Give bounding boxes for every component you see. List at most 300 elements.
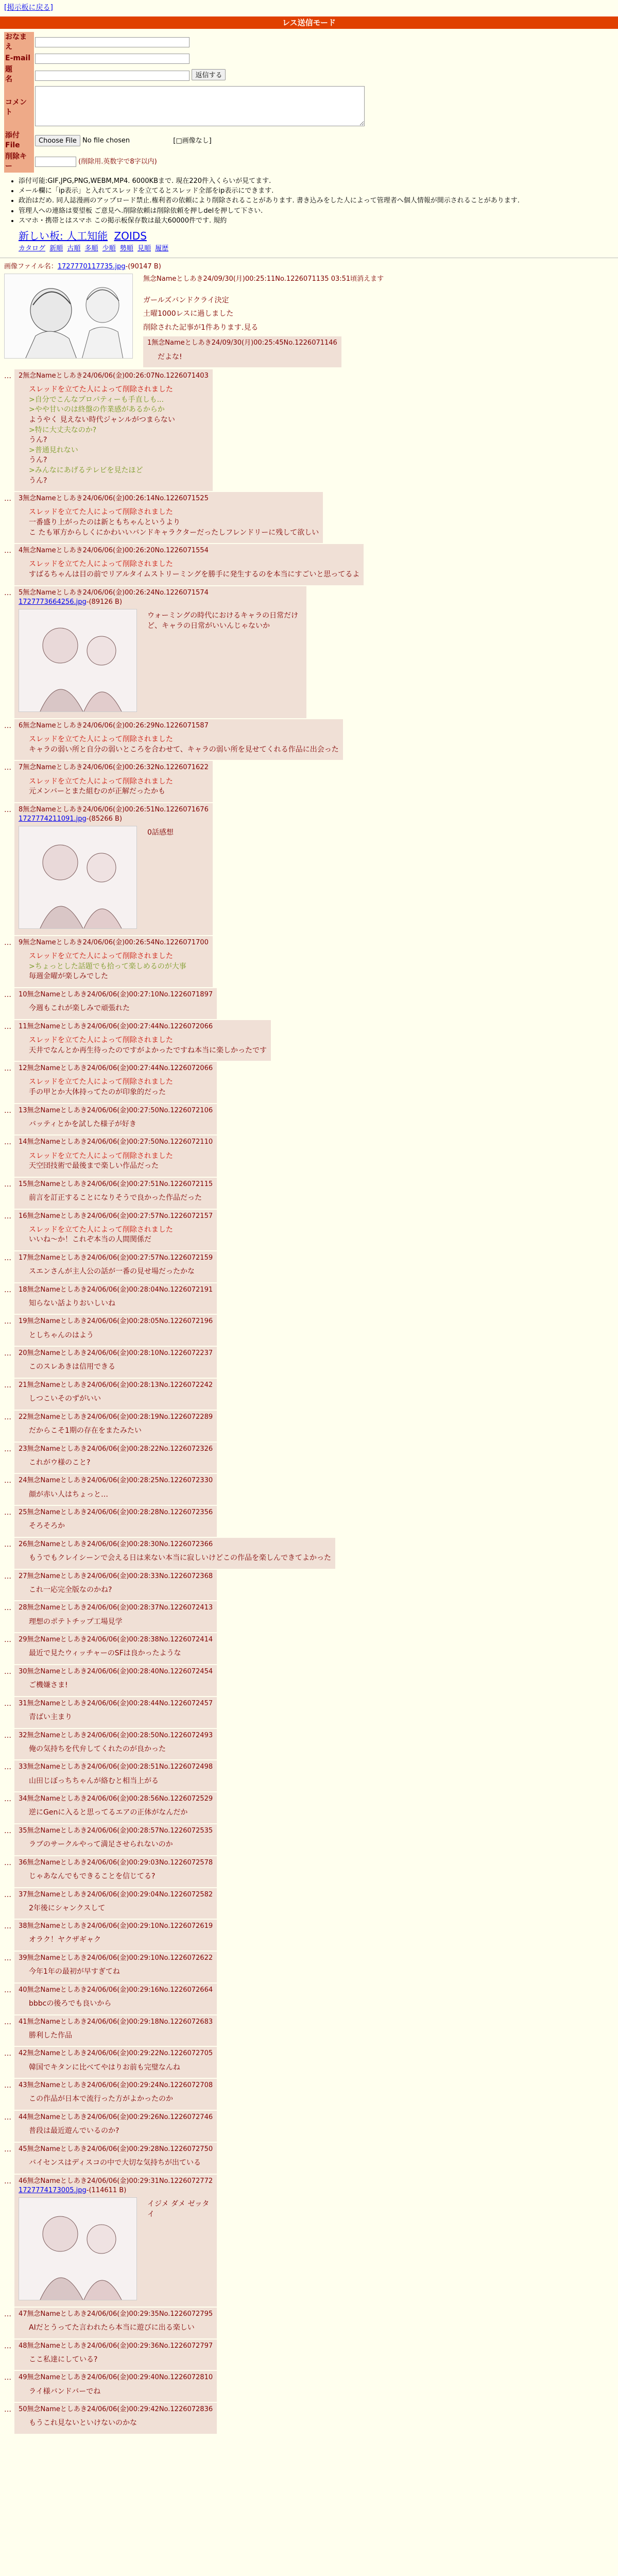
reply-line: うん? (29, 476, 47, 485)
reply-header (19, 1180, 213, 1189)
reply-post (14, 1760, 217, 1791)
reply-post (14, 2308, 217, 2338)
reply-row (4, 2371, 614, 2402)
reply-header (19, 1285, 213, 1295)
reply-body (29, 1299, 213, 1309)
reply-line: スレッドを立てた人によって削除されました (29, 385, 173, 394)
reply-row (4, 2047, 614, 2078)
reply-header-text: 無念Nameとしあき24/06/06(金)00:29:04No.1226072582 (27, 1890, 213, 1899)
reply-row (4, 936, 614, 987)
reply-row (4, 2308, 614, 2338)
reply-number: 46 (19, 2177, 27, 2185)
reply-row (4, 544, 614, 585)
reply-body (29, 735, 339, 755)
reply-header-text: 無念Nameとしあき24/06/06(金)00:28:19No.1226072289 (27, 1413, 213, 1421)
reply-header-text: 無念Nameとしあき24/06/06(金)00:29:24No.1226072708 (27, 2081, 213, 2090)
mode-bar: レス送信モード (0, 16, 618, 29)
reply-row (4, 1538, 614, 1569)
reply-number: 49 (19, 2374, 27, 2382)
reply-post (14, 2403, 217, 2434)
board-link-ai[interactable]: 新しい板: 人工知能 (19, 229, 108, 242)
reply-header (19, 1212, 213, 1221)
reply-header-text: 無念Nameとしあき24/06/06(金)00:28:28No.1226072356 (27, 1509, 213, 1517)
reply-row (4, 1506, 614, 1537)
reply-number: 4 (19, 547, 23, 555)
reply-marker: … (4, 1509, 11, 1517)
reply-number: 3 (19, 495, 23, 503)
reply-number: 38 (19, 1922, 27, 1930)
reply-post (14, 1062, 217, 1103)
reply-marker: … (4, 2049, 11, 2058)
reply-post (14, 1920, 217, 1951)
reply-header (19, 2342, 213, 2351)
reply-line: AIだとうってた言われたら本当に遊びに出る楽しい (29, 2324, 195, 2332)
reply-row (4, 1347, 614, 1378)
reply-number: 17 (19, 1253, 27, 1262)
reply-marker: … (4, 2113, 11, 2122)
reply-body (29, 507, 319, 538)
reply-row (4, 1952, 614, 1982)
reply-marker: … (4, 2177, 11, 2185)
reply-body (29, 2126, 213, 2137)
reply-file-info (19, 815, 209, 824)
reply-header (19, 2373, 213, 2382)
reply-marker: … (4, 1022, 11, 1031)
reply-post (14, 586, 306, 718)
reply-marker: … (4, 588, 11, 597)
reply-number: 12 (19, 1064, 27, 1073)
reply-row (4, 586, 614, 718)
reply-header (19, 1476, 213, 1485)
op-file-link[interactable]: 1727770117735.jpg (57, 263, 126, 271)
reply-row (4, 2079, 614, 2110)
no-image-toggle[interactable]: [□画像なし] (173, 137, 212, 145)
reply-header-text: 無念Nameとしあき24/06/06(金)00:27:10No.1226071897 (27, 991, 213, 999)
reply-header-text: 無念Nameとしあき24/06/06(金)00:26:54No.1226071700 (23, 939, 209, 947)
reply-number: 43 (19, 2081, 27, 2090)
reply-post (14, 1538, 335, 1569)
reply-body (29, 1362, 213, 1372)
sort-few[interactable]: 少順 (102, 244, 116, 252)
reply-post (14, 2175, 217, 2307)
reply-number: 42 (19, 2049, 27, 2058)
reply-header (19, 1667, 213, 1676)
reply-row (4, 1020, 614, 1061)
reply-body (29, 1193, 213, 1204)
reply-row (4, 1729, 614, 1760)
reply-marker: … (4, 2405, 11, 2414)
reply-header (19, 1317, 213, 1326)
reply-line: としちゃんのはよう (29, 1331, 94, 1340)
reply-line: うん? (29, 436, 47, 445)
reply-post (14, 1888, 217, 1919)
reply-post (14, 1601, 217, 1632)
reply-header (19, 938, 209, 947)
reply-header (19, 1445, 213, 1454)
reply-body (29, 2158, 213, 2168)
reply-line: キャラの弱い所と自分の弱いところを合わせて、キャラの弱い所を見せてくれる作品に出会った (29, 745, 339, 754)
reply-line: 最近で見たウィッチャーのSFは良かったような (29, 1649, 181, 1658)
delkey-label: 削除キー (4, 151, 34, 173)
reply-body (29, 385, 209, 486)
reply-row (4, 1474, 614, 1505)
reply-body (29, 2355, 213, 2365)
reply-header-text: 無念Nameとしあき24/06/06(金)00:28:05No.1226072196 (27, 1317, 213, 1326)
reply-post (14, 2143, 217, 2174)
reply-line: これがウ様のこと? (29, 1458, 91, 1467)
reply-row (4, 1633, 614, 1664)
reply-row (4, 1443, 614, 1473)
reply-header-text: 無念Nameとしあき24/06/06(金)00:28:22No.1226072326 (27, 1445, 213, 1453)
reply-number: 39 (19, 1954, 27, 1962)
reply-row (4, 2111, 614, 2142)
reply-number: 47 (19, 2310, 27, 2318)
choose-file-button[interactable]: Choose File (35, 135, 80, 146)
reply-body (29, 2418, 213, 2429)
reply-post (14, 1633, 217, 1664)
reply-post (14, 2340, 217, 2370)
reply-header-text: 無念Nameとしあき24/06/06(金)00:29:36No.1226072797 (27, 2342, 213, 2350)
reply-file-link[interactable]: 1727773664256.jpg (19, 598, 87, 606)
sort-views[interactable]: 見順 (137, 244, 151, 252)
reply-post (14, 369, 213, 491)
reply-number: 18 (19, 1285, 27, 1294)
reply-illustration-icon (19, 2198, 137, 2300)
reply-header (19, 1253, 213, 1263)
reply-line: このスレあきは信用できる (29, 1363, 115, 1371)
reply-line: じゃあなんでもできることを信じてる? (29, 1872, 156, 1880)
reply-line: スレッドを立てた人によって削除されました (29, 1036, 173, 1044)
reply-post (14, 1984, 217, 2014)
reply-header (19, 2310, 213, 2319)
reply-body (29, 1808, 213, 1818)
reply-marker: … (4, 1699, 11, 1708)
reply-row (4, 1283, 614, 1314)
reply-header (19, 371, 209, 381)
reply-line: 理想のポテトチップ工場見学 (29, 1617, 123, 1626)
reply-marker: … (4, 2342, 11, 2350)
reply-marker: … (4, 1381, 11, 1389)
reply-post (14, 988, 217, 1019)
reply-header-text: 無念Nameとしあき24/06/06(金)00:28:04No.1226072191 (27, 1285, 213, 1294)
reply-row (4, 1210, 614, 1250)
reply-number: 14 (19, 1138, 27, 1146)
reply-row (4, 1411, 614, 1442)
reply-line: スレッドを立てた人によって削除されました (29, 1225, 173, 1234)
reply-number: 34 (19, 1795, 27, 1803)
reply-line: もうでもクレイシーンで会える日は来ない本当に寂しいけどこの作品を楽しんできてよかった (29, 1554, 332, 1563)
reply-body (29, 1713, 213, 1723)
reply-body (29, 1225, 213, 1245)
reply-header-text: 無念Nameとしあき24/06/06(金)00:28:37No.1226072413 (27, 1604, 213, 1612)
reply-marker: … (4, 1636, 11, 1645)
reply-header-text: 無念Nameとしあき24/06/06(金)00:27:57No.1226072159 (27, 1253, 213, 1262)
sort-catalog[interactable]: カタログ (19, 244, 46, 252)
reply-header-text: 無念Nameとしあき24/06/06(金)00:28:40No.1226072454 (27, 1668, 213, 1676)
reply-image[interactable] (19, 2197, 137, 2300)
reply-line: だからこそ1期の存在をまたみたい (29, 1426, 142, 1435)
op-note (143, 336, 341, 367)
reply-number: 7 (19, 764, 23, 772)
reply-header (19, 1762, 213, 1772)
reply-post (14, 2015, 217, 2046)
reply-header-text: 無念Nameとしあき24/06/06(金)00:28:50No.1226072493 (27, 1731, 213, 1739)
reply-marker: … (4, 1572, 11, 1581)
reply-file-link[interactable]: 1727774173005.jpg (19, 2186, 87, 2194)
op-line: 土曜1000レスに過しました (143, 310, 234, 318)
op-file-size: -(90147 B) (125, 263, 161, 271)
reply-marker: … (4, 1890, 11, 1899)
reply-header-text: 無念Nameとしあき24/06/06(金)00:29:18No.1226072683 (27, 2018, 213, 2026)
reply-body (29, 1999, 213, 2009)
reply-header (19, 1731, 213, 1740)
reply-number: 10 (19, 991, 27, 999)
reply-line: ようやく 見えない時代ジャンルがつまらない (29, 416, 175, 425)
reply-body (29, 1553, 331, 1564)
reply-body (29, 1267, 213, 1277)
reply-body (29, 1967, 213, 1977)
reply-marker: … (4, 1540, 11, 1549)
reply-line: バイセンスはディスコの中で大切な気持ちが出ている (29, 2158, 201, 2167)
reply-header (19, 2177, 213, 2186)
reply-post (14, 1443, 217, 1473)
subject-input[interactable] (35, 71, 190, 81)
reply-marker: … (4, 1212, 11, 1221)
reply-row (4, 1315, 614, 1346)
reply-header (19, 1890, 213, 1900)
reply-header (19, 1106, 213, 1115)
reply-body (29, 1776, 213, 1787)
reply-body (29, 1394, 213, 1404)
rule-item: • 管理人への連絡は要望板 ご意見へ.削除依頼は削除依頼を押しdelを押して下さい. (19, 207, 618, 216)
reply-number: 27 (19, 1572, 27, 1580)
reply-body (29, 1331, 213, 1341)
op-line: 削除された記事が1件あります.見る (143, 323, 259, 332)
reply-row (4, 1379, 614, 1410)
reply-line: 山田じぼっちちゃんが絡むと相当上がる (29, 1776, 159, 1785)
reply-line: 知らない話よりおいしいね (29, 1299, 115, 1308)
reply-header (19, 588, 302, 598)
op-line: ガールズバンドクライ決定 (143, 296, 229, 304)
reply-marker: … (4, 1413, 11, 1421)
reply-line: >ちょっとした話題でも拾って楽しめるのが大事 (29, 962, 186, 971)
reply-image[interactable] (19, 609, 137, 712)
reply-post (14, 1210, 217, 1250)
reply-post (14, 761, 213, 802)
reply-marker: … (4, 1763, 11, 1772)
sort-momentum[interactable]: 勢順 (119, 244, 133, 252)
reply-marker: … (4, 1731, 11, 1740)
reply-file-link[interactable]: 1727774211091.jpg (19, 815, 87, 823)
reply-number: 37 (19, 1890, 27, 1899)
rule-item: • スマホ・携帯とはスマホ この掲示板保存数は最大60000件です. 規約 (19, 216, 618, 226)
sort-history[interactable]: 履歴 (155, 244, 169, 252)
reply-line: bbbcの後ろでも良いから (29, 1999, 112, 2008)
reply-header-text: 無念Nameとしあき24/06/06(金)00:28:10No.1226072237 (27, 1349, 213, 1358)
reply-header (19, 990, 213, 999)
reply-line: スレッドを立てた人によって削除されました (29, 1078, 173, 1087)
reply-marker: … (4, 939, 11, 947)
reply-number: 11 (19, 1022, 27, 1030)
reply-header-text: 無念Nameとしあき24/06/06(金)00:28:51No.1226072498 (27, 1763, 213, 1771)
reply-post (14, 936, 213, 987)
reply-image[interactable] (19, 826, 137, 929)
reply-row (4, 2143, 614, 2174)
reply-header-text: 無念Nameとしあき24/06/06(金)00:26:24No.1226071574 (23, 588, 209, 597)
reply-body (29, 2094, 213, 2105)
delkey-input[interactable] (35, 157, 76, 167)
op-file-info (4, 262, 614, 272)
sort-new[interactable]: 新順 (49, 244, 63, 252)
reply-post (14, 1315, 217, 1346)
name-input[interactable] (35, 37, 190, 47)
reply-body (29, 2387, 213, 2397)
reply-header (19, 2405, 213, 2414)
reply-header (19, 1349, 213, 1358)
reply-post (14, 1824, 217, 1855)
reply-line: スレッドを立てた人によって削除されました (29, 952, 173, 961)
reply-line: 普段は最近遊んでいるのか? (29, 2127, 119, 2136)
reply-row (4, 719, 614, 760)
reply-line: 手の甲とか大体持ってたのが印象的だった (29, 1088, 166, 1096)
reply-body (29, 1521, 213, 1532)
reply-line: 2年後にシャンクスして (29, 1904, 106, 1912)
reply-body (29, 1744, 213, 1755)
reply-header-text: 無念Nameとしあき24/06/06(金)00:29:42No.1226072836 (27, 2405, 213, 2414)
reply-post (14, 1729, 217, 1760)
reply-header (19, 1603, 213, 1613)
reply-line: スレッドを立てた人によって削除されました (29, 1151, 173, 1160)
submit-button[interactable]: 返信する (192, 69, 226, 80)
reply-line: 今週もこれが楽しみで頑張れた (29, 1004, 130, 1013)
reply-body (29, 1120, 213, 1130)
reply-header-text: 無念Nameとしあき24/06/06(金)00:29:35No.1226072795 (27, 2310, 213, 2318)
board-link-zoids[interactable]: ZOIDS (114, 229, 147, 242)
reply-line: うん? (29, 456, 47, 465)
reply-line: 前言を訂正することになりそうで良かった作品だった (29, 1193, 202, 1202)
reply-header-text: 無念Nameとしあき24/06/06(金)00:28:38No.1226072414 (27, 1636, 213, 1644)
reply-line: もうこれ見ないといけないのかな (29, 2419, 137, 2428)
reply-post (14, 544, 364, 585)
reply-line: 今年1年の最初が早すぎてね (29, 1968, 120, 1976)
reply-header-text: 無念Nameとしあき24/06/06(金)00:29:10No.1226072622 (27, 1954, 213, 1962)
rule-item: • メール欄に「ip表示」と入れてスレッドを立てるとスレッド全部をip表示にできます. (19, 187, 618, 196)
reply-body (29, 1585, 213, 1596)
reply-header-text: 無念Nameとしあき24/06/06(金)00:29:22No.1226072705 (27, 2049, 213, 2058)
reply-post (14, 1792, 217, 1823)
reply-row (4, 988, 614, 1019)
reply-list (4, 369, 614, 2434)
reply-post (14, 803, 213, 935)
reply-line: この作品が日本で流行った方がよかったのか (29, 2095, 173, 2104)
reply-number: 45 (19, 2145, 27, 2153)
reply-line: >特に大丈夫なのか? (29, 426, 97, 434)
reply-post (14, 1347, 217, 1378)
reply-row (4, 1888, 614, 1919)
reply-number: 28 (19, 1604, 27, 1612)
reply-number: 5 (19, 588, 23, 597)
reply-line: しつこいそのずがいい (29, 1395, 101, 1403)
email-input[interactable] (35, 54, 190, 64)
comment-textarea[interactable] (35, 86, 365, 126)
reply-header-text: 無念Nameとしあき24/06/06(金)00:28:57No.1226072535 (27, 1826, 213, 1835)
reply-number: 48 (19, 2342, 27, 2350)
reply-number: 13 (19, 1106, 27, 1114)
reply-line: そろそろか (29, 1522, 65, 1531)
reply-line: >自分でこんなプロパティーも手直しも... (29, 395, 164, 404)
reply-number: 33 (19, 1763, 27, 1771)
sort-old[interactable]: 古順 (67, 244, 81, 252)
reply-line: イジメ ダメ ゼッタイ (147, 2199, 210, 2218)
reply-header (19, 1540, 331, 1549)
rule-item: • 添付可能:GIF,JPG,PNG,WEBM,MP4. 6000KBまで. 現在220件入くらいが見てます. (19, 177, 618, 186)
reply-number: 15 (19, 1180, 27, 1188)
reply-number: 31 (19, 1699, 27, 1707)
reply-post (14, 719, 343, 760)
reply-line: >普通見れない (29, 446, 78, 454)
reply-post (14, 1020, 271, 1061)
reply-number: 32 (19, 1731, 27, 1739)
reply-header-text: 無念Nameとしあき24/06/06(金)00:28:56No.1226072529 (27, 1795, 213, 1803)
reply-header (19, 721, 339, 731)
reply-post (14, 1104, 217, 1135)
reply-header-text: 無念Nameとしあき24/06/06(金)00:29:40No.1226072810 (27, 2374, 213, 2382)
reply-number: 24 (19, 1477, 27, 1485)
reply-header (19, 1413, 213, 1422)
reply-line: 韓国でキタンに比べてやはりお前も完璧なんね (29, 2063, 180, 2072)
op-header-text: 無念Nameとしあき24/09/30(月)00:25:11No.1226071135 (143, 275, 329, 283)
op-image[interactable] (4, 274, 133, 359)
reply-header-text: 無念Nameとしあき24/06/06(金)00:28:30No.1226072366 (27, 1540, 213, 1548)
reply-row (4, 1824, 614, 1855)
reply-post (14, 2079, 217, 2110)
reply-marker: … (4, 2310, 11, 2318)
reply-body (29, 1681, 213, 1691)
reply-marker: … (4, 1826, 11, 1835)
reply-header (19, 763, 209, 772)
reply-header-text: 無念Nameとしあき24/06/06(金)00:27:50No.1226072110 (27, 1138, 213, 1146)
reply-post (14, 2111, 217, 2142)
reply-post (14, 1178, 217, 1209)
reply-header-text: 無念Nameとしあき24/06/06(金)00:29:26No.1226072746 (27, 2113, 213, 2121)
reply-header-text: 無念Nameとしあき24/06/06(金)00:29:03No.1226072578 (27, 1858, 213, 1867)
reply-row (4, 2015, 614, 2046)
reply-post (14, 1474, 217, 1505)
reply-line: 俺の気持ちを代弁してくれたのが良かった (29, 1744, 166, 1753)
reply-number: 16 (19, 1212, 27, 1220)
reply-header (19, 1858, 213, 1868)
reply-marker: … (4, 721, 11, 730)
reply-row (4, 1251, 614, 1282)
reply-body (29, 1617, 213, 1628)
subject-label: 題 名 (4, 64, 34, 86)
reply-header-text: 無念Nameとしあき24/06/06(金)00:27:50No.1226072106 (27, 1106, 213, 1114)
reply-header (19, 2018, 213, 2027)
reply-number: 20 (19, 1349, 27, 1358)
reply-post (14, 1411, 217, 1442)
reply-header-text: 無念Nameとしあき24/06/06(金)00:26:32No.1226071622 (23, 764, 209, 772)
reply-row (4, 1601, 614, 1632)
reply-body (29, 952, 209, 982)
reply-post (14, 1952, 217, 1982)
back-link[interactable]: [掲示板に戻る] (4, 4, 53, 12)
reply-marker: … (4, 1138, 11, 1147)
reply-row (4, 369, 614, 491)
reply-header (19, 1954, 213, 1963)
sort-many[interactable]: 多順 (84, 244, 98, 252)
reply-header-text: 無念Nameとしあき24/06/06(金)00:28:33No.1226072368 (27, 1572, 213, 1580)
reply-number: 41 (19, 2018, 27, 2026)
